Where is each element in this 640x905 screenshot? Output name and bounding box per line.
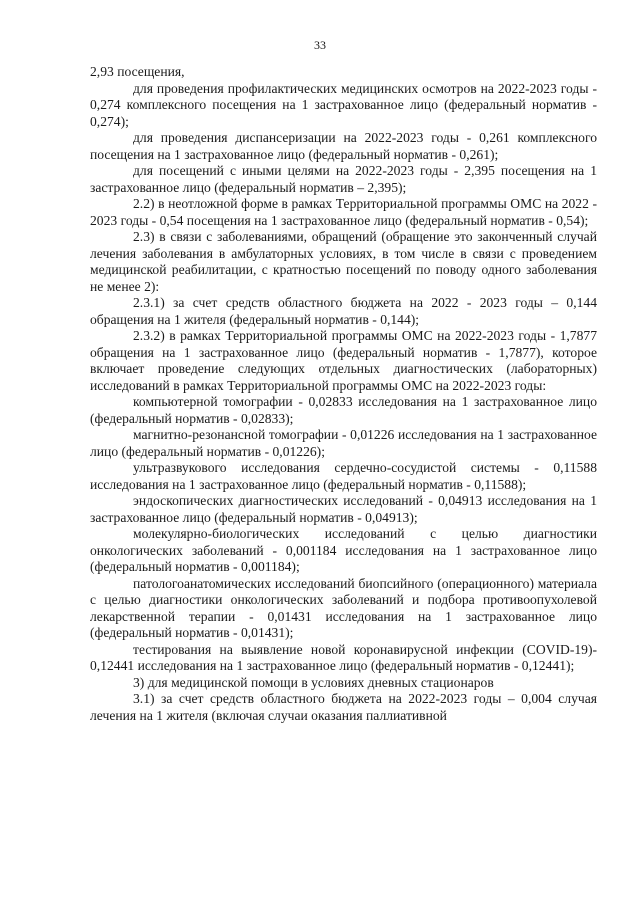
page-number: 33 bbox=[314, 38, 326, 52]
paragraph: 2.3.1) за счет средств областного бюджета на 2022 - 2023 годы – 0,144 обращения на 1 жителя (федеральный норматив - 0,144); bbox=[90, 295, 597, 327]
paragraph: для посещений с иными целями на 2022-2023 годы - 2,395 посещения на 1 застрахованное лицо (федеральный норматив – 2,395); bbox=[90, 163, 597, 195]
paragraph: ультразвукового исследования сердечно-сосудистой системы - 0,11588 исследования на 1 застрахованное лицо (федеральный норматив - 0,11588); bbox=[90, 460, 597, 492]
paragraph: магнитно-резонансной томографии - 0,01226 исследования на 1 застрахованное лицо (федеральный норматив - 0,01226); bbox=[90, 427, 597, 459]
document-body bbox=[90, 64, 597, 724]
paragraph: 2,93 посещения, bbox=[90, 64, 185, 79]
paragraph: 3) для медицинской помощи в условиях дневных стационаров bbox=[133, 674, 494, 690]
paragraph: для проведения диспансеризации на 2022-2023 годы - 0,261 комплексного посещения на 1 застрахованное лицо (федеральный норматив - 0,261); bbox=[90, 130, 597, 162]
paragraph: молекулярно-биологических исследований с целью диагностики онкологических заболеваний - 0,001184 исследования на 1 застрахованное лицо (федеральный норматив - 0,001184); bbox=[90, 526, 597, 574]
paragraph: 2.3) в связи с заболеваниями, обращений (обращение это законченный случай лечения заболевания в амбулаторных условиях, в том числе в связи с проведением медицинской реабилитации, с кратностью посещений по поводу одного заболевания не менее 2): bbox=[90, 229, 597, 294]
paragraph: компьютерной томографии - 0,02833 исследования на 1 застрахованное лицо (федеральный норматив - 0,02833); bbox=[90, 394, 597, 426]
paragraph: 2.3.2) в рамках Территориальной программы ОМС на 2022-2023 годы - 1,7877 обращения на 1 застрахованное лицо (федеральный норматив - 1,7877), которое включает проведение следующих отдельных диагностических (лабораторных) исследований в рамках Территориальной программы ОМС на 2022-2023 годы: bbox=[90, 328, 597, 393]
paragraph: тестирования на выявление новой коронавирусной инфекции (COVID-19)- 0,12441 исследования на 1 застрахованное лицо (федеральный норматив - 0,12441); bbox=[90, 641, 597, 673]
paragraph: 2.2) в неотложной форме в рамках Территориальной программы ОМС на 2022 - 2023 годы - 0,54 посещения на 1 застрахованное лицо (федеральный норматив - 0,54); bbox=[90, 196, 597, 228]
paragraph: эндоскопических диагностических исследований - 0,04913 исследования на 1 застрахованное лицо (федеральный норматив - 0,04913); bbox=[90, 493, 597, 525]
paragraph: для проведения профилактических медицинских осмотров на 2022-2023 годы - 0,274 комплексного посещения на 1 застрахованное лицо (федеральный норматив - 0,274); bbox=[90, 80, 597, 129]
paragraph: 3.1) за счет средств областного бюджета на 2022-2023 годы – 0,004 случая лечения на 1 жителя (включая случаи оказания паллиативной bbox=[90, 691, 597, 723]
paragraph: патологоанатомических исследований биопсийного (операционного) материала с целью диагностики онкологических заболеваний и подбора противоопухолевой лекарственной терапии - 0,01431 исследования на 1 застрахованное лицо (федеральный норматив - 0,01431); bbox=[90, 575, 597, 640]
